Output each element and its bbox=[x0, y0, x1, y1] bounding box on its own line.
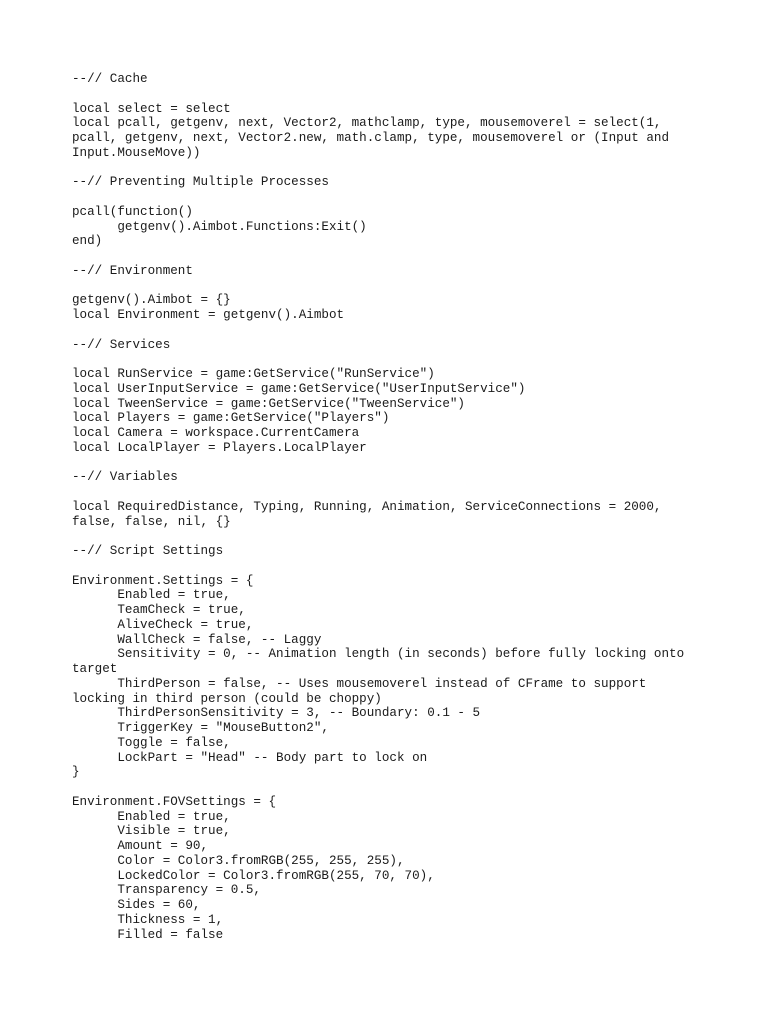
code-line: local UserInputService = game:GetService("UserInputService") bbox=[72, 381, 526, 396]
code-line: end) bbox=[72, 234, 103, 249]
code-line: getgenv().Aimbot.Functions:Exit() bbox=[72, 219, 367, 234]
code-line: Amount = 90, bbox=[72, 839, 209, 853]
code-line: } bbox=[72, 765, 80, 780]
code-line: Thickness = 1, bbox=[72, 912, 224, 927]
code-line: local TweenService = game:GetService("TweenService") bbox=[72, 396, 465, 411]
section-comment-line: --// Variables bbox=[72, 470, 178, 485]
code-line: local RunService = game:GetService("RunService") bbox=[72, 367, 435, 381]
code-line: Input.MouseMove)) bbox=[72, 145, 201, 160]
code-line: local Environment = getgenv().Aimbot bbox=[72, 308, 345, 322]
code-line: Transparency = 0.5, bbox=[72, 883, 261, 898]
code-line: Toggle = false, bbox=[72, 735, 231, 750]
code-line: local Camera = workspace.CurrentCamera bbox=[72, 426, 360, 440]
code-line: pcall, getgenv, next, Vector2.new, math.clamp, type, mousemoverel or (Input and bbox=[72, 131, 670, 145]
code-line: Color = Color3.fromRGB(255, 255, 255), bbox=[72, 853, 405, 868]
code-line bbox=[72, 323, 712, 338]
section-comment-line: --// Services bbox=[72, 337, 171, 352]
code-line: locking in third person (could be choppy) bbox=[72, 691, 382, 706]
code-line bbox=[72, 190, 712, 205]
code-line bbox=[72, 161, 712, 176]
code-line bbox=[72, 456, 712, 471]
code-line: TeamCheck = true, bbox=[72, 603, 246, 617]
code-line: ThirdPersonSensitivity = 3, -- Boundary: 0.1 - 5 bbox=[72, 706, 481, 721]
section-comment-line: --// Environment bbox=[72, 263, 193, 278]
code-line bbox=[72, 87, 712, 102]
code-line: local Players = game:GetService("Players") bbox=[72, 411, 390, 426]
code-line: false, false, nil, {} bbox=[72, 514, 231, 529]
code-line: local LocalPlayer = Players.LocalPlayer bbox=[72, 440, 367, 455]
code-line: Sensitivity = 0, -- Animation length (in seconds) before fully locking onto bbox=[72, 647, 685, 662]
code-line: Sides = 60, bbox=[72, 898, 201, 912]
code-line: local select = select bbox=[72, 101, 231, 116]
code-line: Environment.Settings = { bbox=[72, 573, 254, 588]
code-line: AliveCheck = true, bbox=[72, 617, 254, 632]
code-line: pcall(function() bbox=[72, 204, 193, 219]
code-line: local pcall, getgenv, next, Vector2, mathclamp, type, mousemoverel = select(1, bbox=[72, 116, 662, 131]
code-line: Visible = true, bbox=[72, 824, 231, 839]
code-line: Environment.FOVSettings = { bbox=[72, 794, 277, 809]
code-line: Enabled = true, bbox=[72, 588, 231, 603]
code-line bbox=[72, 352, 712, 367]
code-line: local RequiredDistance, Typing, Running, Animation, ServiceConnections = 2000, bbox=[72, 499, 662, 514]
code-line: Filled = false bbox=[72, 927, 224, 942]
code-line: ThirdPerson = false, -- Uses mousemoverel instead of CFrame to support bbox=[72, 676, 647, 691]
code-line bbox=[72, 559, 712, 574]
code-document bbox=[72, 72, 712, 942]
code-line: WallCheck = false, -- Laggy bbox=[72, 632, 322, 647]
code-line bbox=[72, 279, 712, 294]
code-line: TriggerKey = "MouseButton2", bbox=[72, 721, 329, 735]
code-line: target bbox=[72, 662, 118, 676]
section-comment-line: --// Preventing Multiple Processes bbox=[72, 175, 329, 190]
section-comment-line: --// Cache bbox=[72, 72, 148, 86]
code-line: LockPart = "Head" -- Body part to lock on bbox=[72, 750, 428, 765]
code-line bbox=[72, 249, 712, 264]
code-line: Enabled = true, bbox=[72, 809, 231, 824]
code-line bbox=[72, 485, 712, 500]
code-line bbox=[72, 780, 712, 795]
code-line: LockedColor = Color3.fromRGB(255, 70, 70), bbox=[72, 868, 435, 883]
code-line bbox=[72, 529, 712, 544]
section-comment-line: --// Script Settings bbox=[72, 544, 224, 558]
code-line: getgenv().Aimbot = {} bbox=[72, 293, 231, 308]
